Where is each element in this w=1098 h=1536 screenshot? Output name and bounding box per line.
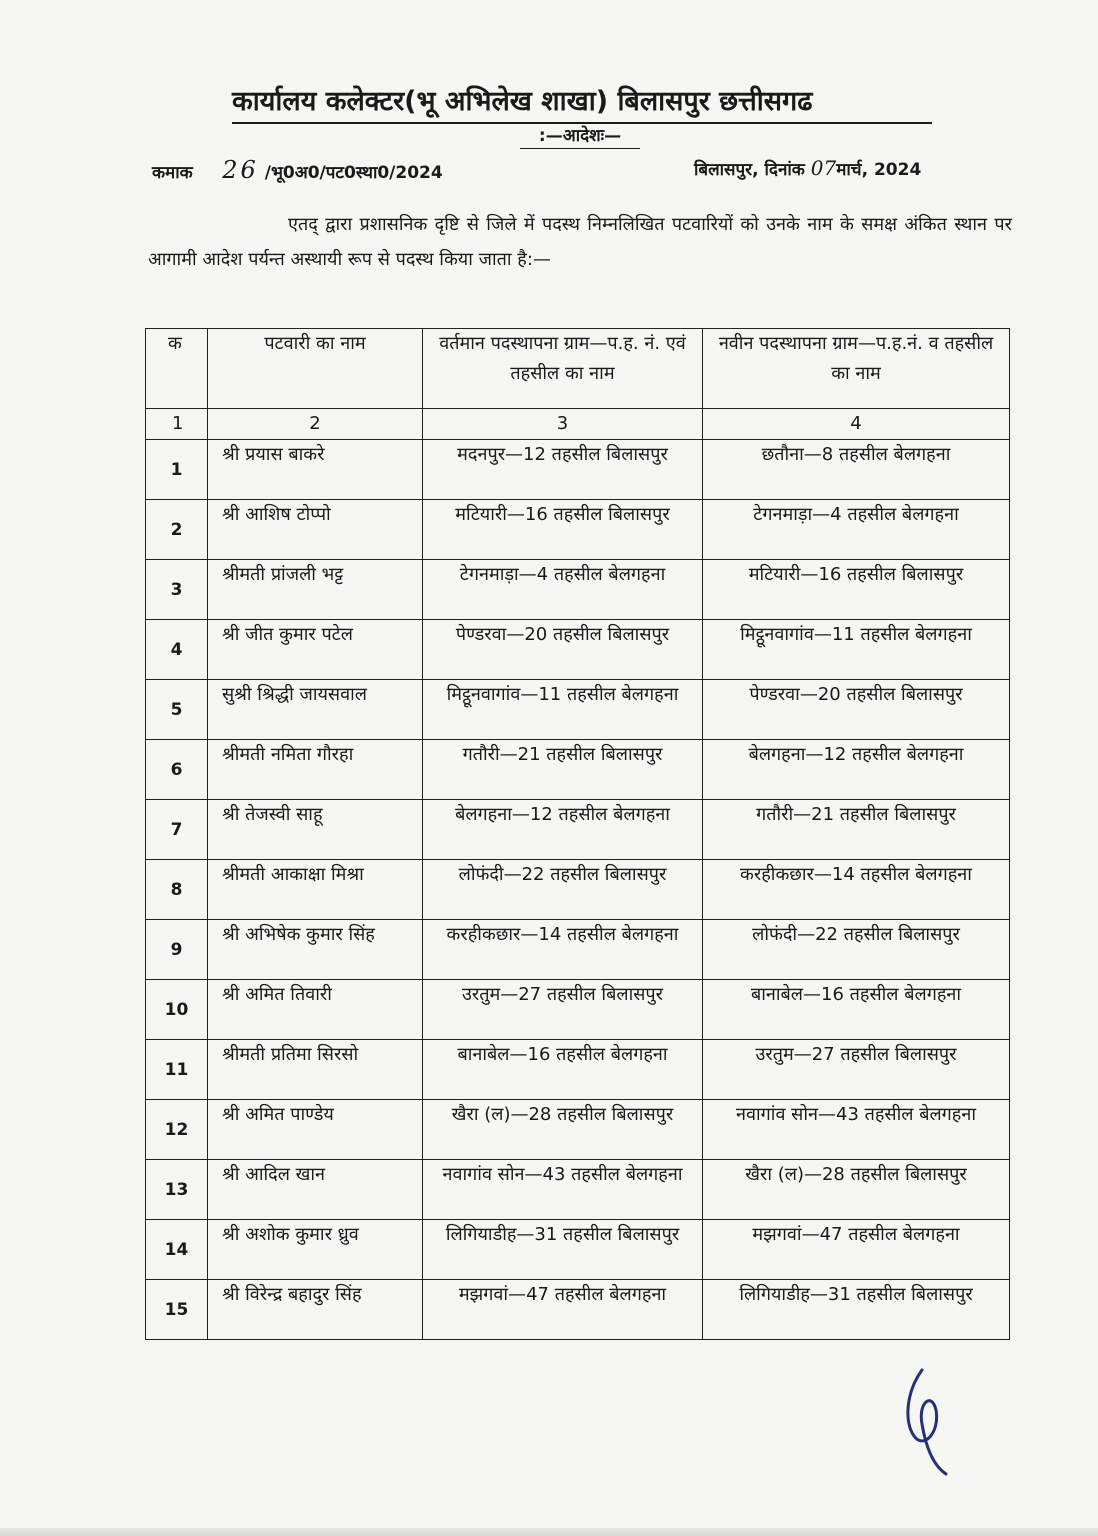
current-posting-cell: बानाबेल—16 तहसील बेलगहना [423,1040,703,1100]
name-cell: श्री आशिष टोप्पो [208,500,423,560]
name-cell: श्री तेजस्वी साहू [208,800,423,860]
intro-paragraph [148,207,1012,277]
table-row [146,1220,1010,1280]
new-posting-cell: मझगवां—47 तहसील बेलगहना [703,1220,1010,1280]
table-row [146,680,1010,740]
table-row [146,740,1010,800]
date-prefix: बिलासपुर, दिनांक [694,160,805,180]
header-current-posting: वर्तमान पदस्थापना ग्राम—प.ह. नं. एवं तहसील का नाम [423,329,703,409]
serial-cell: 3 [146,560,208,620]
col-number: 2 [208,409,423,440]
table-row [146,560,1010,620]
serial-cell: 1 [146,440,208,500]
name-cell: श्री जीत कुमार पटेल [208,620,423,680]
order-reference [152,156,443,184]
order-heading: :—आदेशः— [520,124,640,149]
new-posting-cell: लिगियाडीह—31 तहसील बिलासपुर [703,1280,1010,1340]
current-posting-cell: करहीकछार—14 तहसील बेलगहना [423,920,703,980]
name-cell: श्री अशोक कुमार ध्रुव [208,1220,423,1280]
transfer-table [145,328,1010,1340]
serial-cell: 4 [146,620,208,680]
name-cell: श्री आदिल खान [208,1160,423,1220]
serial-cell: 14 [146,1220,208,1280]
table-row [146,860,1010,920]
current-posting-cell: मझगवां—47 तहसील बेलगहना [423,1280,703,1340]
new-posting-cell: टेगनमाड़ा—4 तहसील बेलगहना [703,500,1010,560]
current-posting-cell: मटियारी—16 तहसील बिलासपुर [423,500,703,560]
name-cell: श्री अभिषेक कुमार सिंह [208,920,423,980]
name-cell: श्रीमती आकाक्षा मिश्रा [208,860,423,920]
ref-suffix: /भू0अ0/पट0स्था0/2024 [264,163,443,183]
header-new-posting: नवीन पदस्थापना ग्राम—प.ह.नं. व तहसील का नाम [703,329,1010,409]
current-posting-cell: लोफंदी—22 तहसील बिलासपुर [423,860,703,920]
new-posting-cell: बेलगहना—12 तहसील बेलगहना [703,740,1010,800]
table-row [146,440,1010,500]
new-posting-cell: करहीकछार—14 तहसील बेलगहना [703,860,1010,920]
page-edge [0,1528,1098,1536]
name-cell: श्री प्रयास बाकरे [208,440,423,500]
table-row [146,1100,1010,1160]
header-name: पटवारी का नाम [208,329,423,409]
new-posting-cell: लोफंदी—22 तहसील बिलासपुर [703,920,1010,980]
new-posting-cell: मिट्ठूनवागांव—11 तहसील बेलगहना [703,620,1010,680]
serial-cell: 12 [146,1100,208,1160]
new-posting-cell: नवागांव सोन—43 तहसील बेलगहना [703,1100,1010,1160]
signature [900,1362,960,1482]
name-cell: श्रीमती प्रतिमा सिरसो [208,1040,423,1100]
new-posting-cell: छतौना—8 तहसील बेलगहना [703,440,1010,500]
serial-cell: 2 [146,500,208,560]
ref-number: 26 [222,156,259,184]
office-title: कार्यालय कलेक्टर(भू अभिलेख शाखा) बिलासपुर छत्तीसगढ [232,84,932,124]
new-posting-cell: खैरा (ल)—28 तहसील बिलासपुर [703,1160,1010,1220]
current-posting-cell: बेलगहना—12 तहसील बेलगहना [423,800,703,860]
table-row [146,1280,1010,1340]
table-row [146,500,1010,560]
current-posting-cell: नवागांव सोन—43 तहसील बेलगहना [423,1160,703,1220]
table-row [146,620,1010,680]
table-row [146,1040,1010,1100]
header-serial: क [146,329,208,409]
col-number: 4 [703,409,1010,440]
name-cell: श्री अमित तिवारी [208,980,423,1040]
serial-cell: 10 [146,980,208,1040]
serial-cell: 8 [146,860,208,920]
serial-cell: 11 [146,1040,208,1100]
table-body [146,440,1010,1340]
name-cell: सुश्री श्रिद्धी जायसवाल [208,680,423,740]
name-cell: श्री विरेन्द्र बहादुर सिंह [208,1280,423,1340]
date-suffix: मार्च, 2024 [836,160,922,180]
reference-line [152,156,982,186]
serial-cell: 7 [146,800,208,860]
intro-text: एतद् द्वारा प्रशासनिक दृष्टि से जिले में पदस्थ निम्नलिखित पटवारियों को उनके नाम के समक्ष अंकित स्थान पर आगामी आदेश पर्यन्त अस्थायी रूप से पदस्थ किया जाता है:— [148,214,1012,270]
serial-cell: 5 [146,680,208,740]
col-number: 3 [423,409,703,440]
column-number-row [146,409,1010,440]
current-posting-cell: मिट्ठूनवागांव—11 तहसील बेलगहना [423,680,703,740]
table-row [146,800,1010,860]
serial-cell: 15 [146,1280,208,1340]
serial-cell: 13 [146,1160,208,1220]
table-row [146,1160,1010,1220]
new-posting-cell: गतौरी—21 तहसील बिलासपुर [703,800,1010,860]
name-cell: श्री अमित पाण्डेय [208,1100,423,1160]
table-header-row [146,329,1010,409]
current-posting-cell: उरतुम—27 तहसील बिलासपुर [423,980,703,1040]
current-posting-cell: पेण्डरवा—20 तहसील बिलासपुर [423,620,703,680]
new-posting-cell: पेण्डरवा—20 तहसील बिलासपुर [703,680,1010,740]
col-number: 1 [146,409,208,440]
current-posting-cell: टेगनमाड़ा—4 तहसील बेलगहना [423,560,703,620]
current-posting-cell: मदनपुर—12 तहसील बिलासपुर [423,440,703,500]
new-posting-cell: उरतुम—27 तहसील बिलासपुर [703,1040,1010,1100]
table-row [146,920,1010,980]
current-posting-cell: गतौरी—21 तहसील बिलासपुर [423,740,703,800]
current-posting-cell: खैरा (ल)—28 तहसील बिलासपुर [423,1100,703,1160]
date-day: 07 [810,156,837,180]
serial-cell: 6 [146,740,208,800]
new-posting-cell: बानाबेल—16 तहसील बेलगहना [703,980,1010,1040]
new-posting-cell: मटियारी—16 तहसील बिलासपुर [703,560,1010,620]
ref-prefix: कमाक [152,163,193,183]
serial-cell: 9 [146,920,208,980]
table-row [146,980,1010,1040]
name-cell: श्रीमती नमिता गौरहा [208,740,423,800]
name-cell: श्रीमती प्रांजली भट्ट [208,560,423,620]
order-date [694,156,921,180]
current-posting-cell: लिगियाडीह—31 तहसील बिलासपुर [423,1220,703,1280]
